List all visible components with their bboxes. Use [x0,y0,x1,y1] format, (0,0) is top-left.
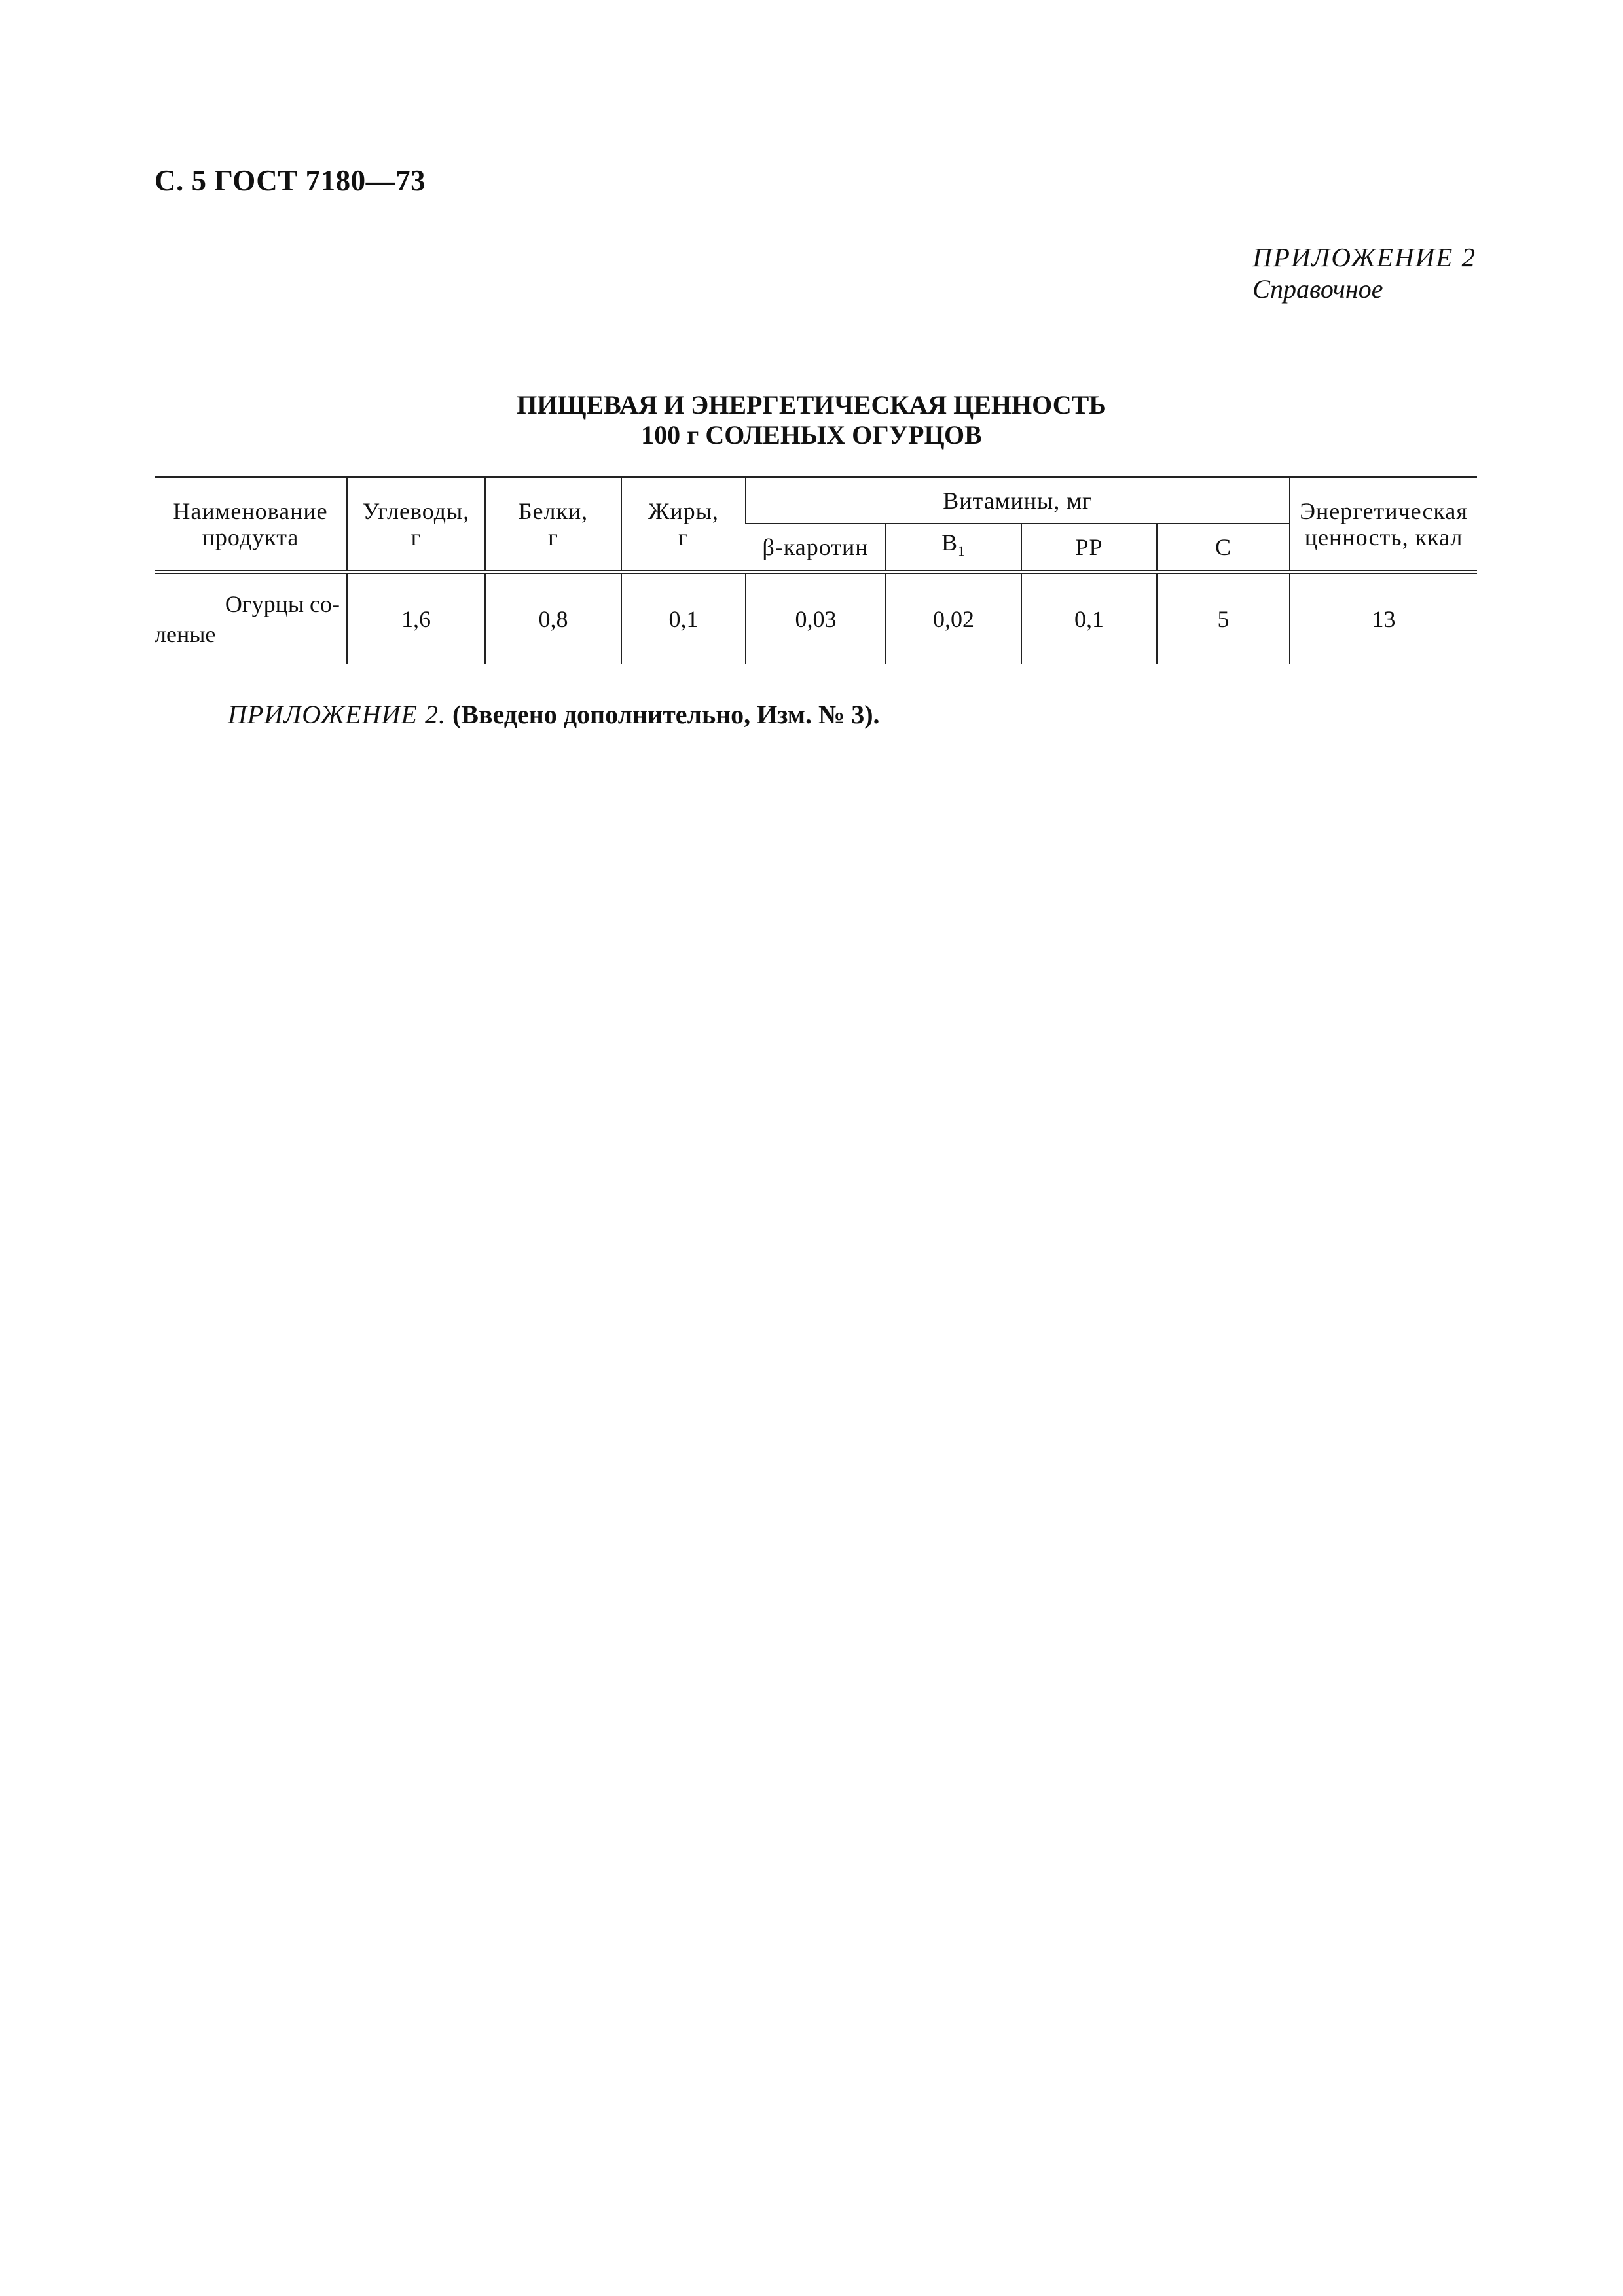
header-proteins-line-2: г [548,524,558,550]
header-b1-main: B [941,529,958,556]
cell-b1: 0,02 [886,572,1021,664]
footnote-appendix-ref: ПРИЛОЖЕНИЕ 2. [228,700,446,729]
cell-pp: 0,1 [1021,572,1157,664]
header-fats-line-2: г [678,524,689,550]
header-product-line-1: Наименование [173,498,328,524]
title-line-1: ПИЩЕВАЯ И ЭНЕРГЕТИЧЕСКАЯ ЦЕННОСТЬ [517,390,1106,420]
header-carbs-line-1: Углеводы, [362,498,470,524]
header-energy-line-2: ценность, ккал [1304,524,1463,550]
header-product [155,478,347,573]
nutrition-table-wrapper [155,476,1477,664]
document-title [0,390,1623,450]
cell-carbs: 1,6 [347,572,485,664]
header-carbs-line-2: г [410,524,422,550]
header-vitamins-group: Витамины, мг [746,478,1290,524]
header-beta-carotene: β-каротин [746,524,886,572]
cell-product-line-2: леные [155,621,216,647]
header-energy [1290,478,1477,573]
header-carbs [347,478,485,573]
header-proteins-line-1: Белки, [518,498,589,524]
cell-product-line-1: Огурцы со- [225,591,340,617]
footnote [228,699,880,730]
header-b1-sub: 1 [958,543,966,560]
header-b1 [886,524,1021,572]
cell-c: 5 [1157,572,1290,664]
header-pp: PP [1021,524,1157,572]
title-line-2: 100 г СОЛЕНЫХ ОГУРЦОВ [641,420,982,450]
appendix-type: Справочное [1252,274,1383,304]
footnote-amendment: (Введено дополнительно, Изм. № 3). [452,700,880,729]
page-header: С. 5 ГОСТ 7180—73 [155,164,426,197]
table-row [155,572,1477,664]
nutrition-table [155,476,1477,664]
header-product-line-2: продукта [202,524,299,550]
cell-beta-carotene: 0,03 [746,572,886,664]
cell-fats: 0,1 [621,572,746,664]
header-energy-line-1: Энергетическая [1300,498,1468,524]
cell-proteins: 0,8 [485,572,621,664]
header-fats-line-1: Жиры, [648,498,719,524]
header-proteins [485,478,621,573]
cell-energy: 13 [1290,572,1477,664]
appendix-label: ПРИЛОЖЕНИЕ 2 [1252,242,1476,272]
cell-product [155,572,347,664]
appendix-block [1252,241,1476,305]
header-fats [621,478,746,573]
header-c: C [1157,524,1290,572]
